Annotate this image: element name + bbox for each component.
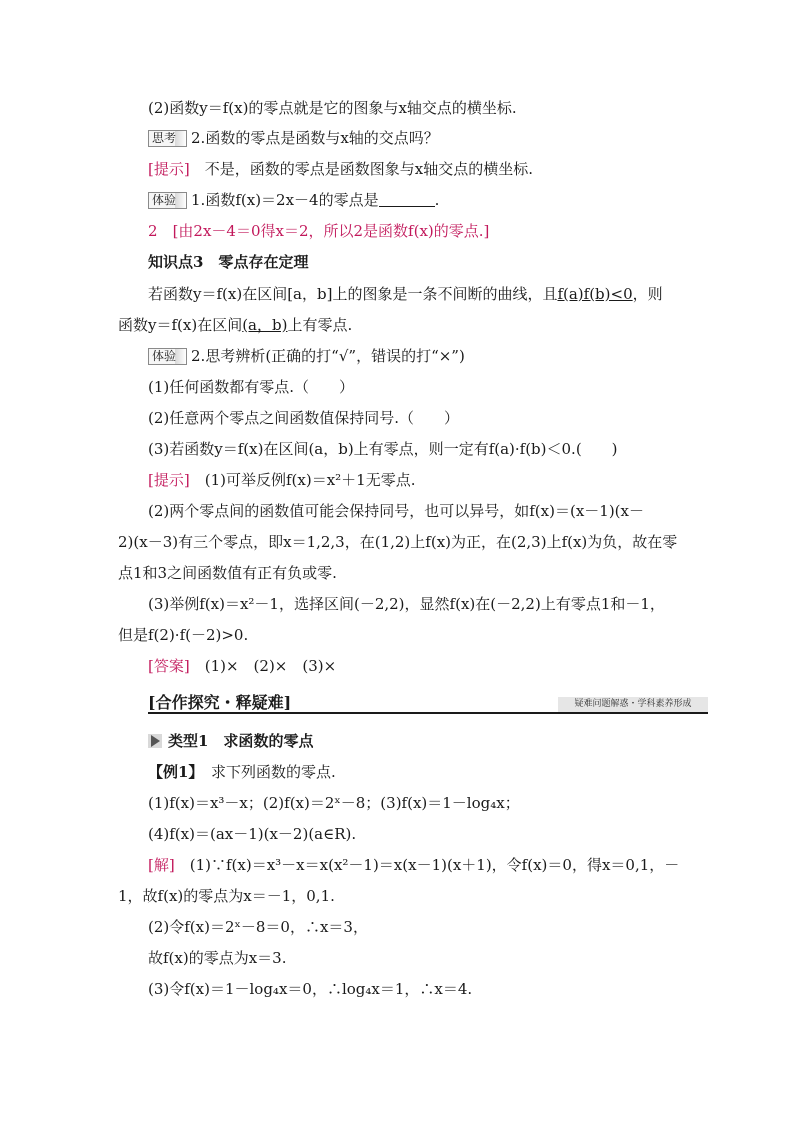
- section-divider: [148, 712, 708, 714]
- answer-tag: [答案]: [148, 657, 190, 675]
- text-line-15: 2)(x－3)有三个零点，即x＝1,2,3，在(1,2)上f(x)为正，在(2,3)上f(x)为负，故在零: [118, 533, 678, 551]
- text-line-14: (2)两个零点间的函数值可能会保持同号，也可以异号，如f(x)＝(x－1)(x－: [148, 502, 644, 520]
- text-line-7: 若函数y＝f(x)在区间[a，b]上的图象是一条不间断的曲线，且f(a)f(b)<0，则: [148, 285, 663, 303]
- text-line-25: 1，故f(x)的零点为x＝－1，0,1.: [118, 887, 335, 905]
- example-line: 【例1】 求下列函数的零点.: [148, 763, 336, 781]
- text-line-16: 点1和3之间函数值有正有负或零.: [118, 564, 337, 582]
- text-line-27: 故f(x)的零点为x＝3.: [148, 949, 287, 967]
- play-triangle-icon: [148, 734, 162, 748]
- text-line-10: (1)任何函数都有零点.（ ）: [148, 378, 355, 396]
- text-line-11: (2)任意两个零点之间函数值保持同号.（ ）: [148, 409, 460, 427]
- think-tag: 思考: [148, 130, 187, 147]
- text-line-17: (3)举例f(x)＝x²－1，选择区间(－2,2)，显然f(x)在(－2,2)上有零点1和－1，: [148, 595, 665, 613]
- text-line-4: 体验 1.函数f(x)＝2x－4的零点是 .: [148, 190, 684, 210]
- section-title: [合作探究・释疑难]: [148, 693, 292, 712]
- solution-tag: [解]: [148, 856, 175, 874]
- section-subtitle-badge: 疑难问题解惑・学科素养形成: [558, 697, 708, 712]
- example-tag: 【例1】: [148, 763, 196, 781]
- text-line-26: (2)令f(x)＝2ˣ－8＝0，∴x＝3，: [148, 918, 368, 936]
- text-line-5: 2 [由2x－4＝0得x＝2，所以2是函数f(x)的零点.]: [148, 222, 490, 240]
- text-line-12: (3)若函数y＝f(x)在区间(a，b)上有零点，则一定有f(a)·f(b)＜0.( ): [148, 440, 618, 458]
- text-line-3: [提示] 不是，函数的零点是函数图象与x轴交点的横坐标.: [148, 160, 533, 178]
- type-heading: 类型1 求函数的零点: [148, 731, 684, 751]
- text-line-22: (1)f(x)＝x³－x；(2)f(x)＝2ˣ－8；(3)f(x)＝1－log₄x；: [148, 794, 520, 812]
- knowledge-point-heading: 知识点3 零点存在定理: [148, 253, 309, 271]
- practice-tag: 体验: [148, 192, 187, 209]
- text-line-28: (3)令f(x)＝1－log₄x＝0，∴log₄x＝1，∴x＝4.: [148, 980, 473, 998]
- answer-blank: [379, 192, 435, 207]
- practice-tag-2: 体验: [148, 348, 187, 365]
- text-line-9: 体验 2.思考辨析(正确的打“√”，错误的打“×”): [148, 346, 684, 366]
- text-line-19: [答案] (1)× (2)× (3)×: [148, 657, 337, 675]
- hint-tag: [提示]: [148, 160, 190, 178]
- text-line-23: (4)f(x)＝(ax－1)(x－2)(a∈R).: [148, 825, 357, 843]
- text-line-24: [解] (1)∵f(x)＝x³－x＝x(x²－1)＝x(x－1)(x＋1)，令f(x)＝0，得x＝0,1，－: [148, 856, 680, 874]
- text-line-13: [提示] (1)可举反例f(x)＝x²＋1无零点.: [148, 471, 416, 489]
- text-line-18: 但是f(2)·f(－2)>0.: [118, 626, 249, 644]
- text-line-8: 函数y＝f(x)在区间(a，b)上有零点.: [118, 316, 353, 334]
- answer-value: 2: [148, 222, 158, 240]
- text-line-1: (2)函数y＝f(x)的零点就是它的图象与x轴交点的横坐标.: [148, 99, 517, 117]
- text-line-2: 思考 2.函数的零点是函数与x轴的交点吗？: [148, 128, 684, 148]
- hint-tag-2: [提示]: [148, 471, 190, 489]
